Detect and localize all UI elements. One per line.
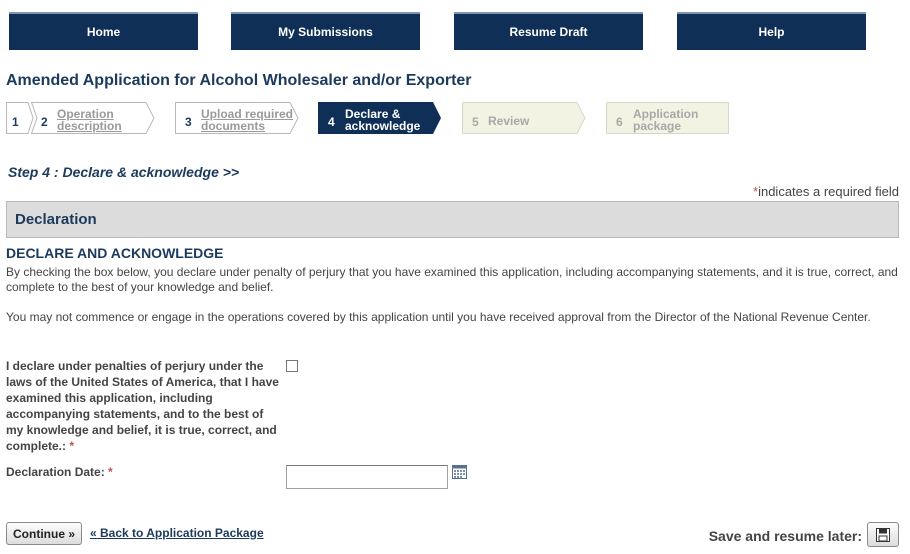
section-title: Declaration xyxy=(15,211,97,228)
wizard-step-6-label-line1: Application xyxy=(633,107,699,121)
wizard-step-3-number: 3 xyxy=(185,115,192,129)
wizard-step-6-label-line2: package xyxy=(633,119,682,133)
required-note-text: indicates a required field xyxy=(758,184,899,199)
wizard-step-6-number: 6 xyxy=(616,115,623,129)
wizard-step-1-number: 1 xyxy=(12,115,19,129)
floppy-disk-icon xyxy=(876,528,890,542)
declaration-label xyxy=(6,358,284,454)
nav-home-label: Home xyxy=(86,25,121,39)
nav-home-button[interactable] xyxy=(9,12,198,50)
save-resume-label: Save and resume later: xyxy=(708,528,862,544)
declaration-label-text: I declare under penalties of perjury under the laws of the United States of America, that I have examined this application, including accompanying statements, and to the best of my knowledge and belief, it is true, correct, and complete.: xyxy=(6,359,279,453)
wizard-steps xyxy=(6,102,736,134)
wizard-step-4-number: 4 xyxy=(328,115,335,129)
section-header xyxy=(6,201,899,238)
calendar-icon[interactable] xyxy=(452,465,467,479)
declaration-checkbox[interactable] xyxy=(286,360,298,372)
wizard-step-3-label-line1: Upload required xyxy=(201,107,294,121)
wizard-step-4-label-line1: Declare & xyxy=(345,107,401,121)
declaration-date-input[interactable] xyxy=(286,465,448,489)
page-title: Amended Application for Alcohol Wholesaler and/or Exporter xyxy=(6,72,472,89)
wizard-step-3-label-line2: documents xyxy=(201,119,266,133)
declaration-date-required-star: * xyxy=(108,465,113,479)
declaration-date-label-text: Declaration Date: xyxy=(6,465,105,479)
wizard-step-2-number: 2 xyxy=(41,115,48,129)
step-heading: Step 4 : Declare & acknowledge >> xyxy=(8,164,240,180)
save-resume-button[interactable] xyxy=(867,522,899,547)
wizard-step-5-label: Review xyxy=(488,114,530,128)
declaration-paragraph: By checking the box below, you declare under penalty of perjury that you have examined this application, including accompanying statements, and it is true, correct, and complete to the best of your knowledge and belief. xyxy=(6,265,898,294)
required-field-note xyxy=(753,184,899,199)
nav-help-label: Help xyxy=(758,25,785,39)
wizard-step-4-label-line2: acknowledge xyxy=(345,119,421,133)
declaration-date-label xyxy=(6,465,113,479)
required-star: * xyxy=(753,184,759,199)
nav-resume-draft-label: Resume Draft xyxy=(509,25,588,39)
nav-my-submissions-button[interactable] xyxy=(231,12,420,50)
wizard-step-1-shape xyxy=(6,102,34,134)
nav-my-submissions-label: My Submissions xyxy=(278,25,373,39)
nav-resume-draft-button[interactable] xyxy=(454,12,643,50)
wizard-step-2-label-line2: description xyxy=(57,119,122,133)
sub-heading: DECLARE AND ACKNOWLEDGE xyxy=(6,245,224,261)
nav-help-button[interactable] xyxy=(677,12,866,50)
approval-paragraph: You may not commence or engage in the operations covered by this application until you have received approval from the Director of the National Revenue Center. xyxy=(6,310,871,324)
wizard-step-2-label-line1: Operation xyxy=(57,107,114,121)
wizard-step-5-number: 5 xyxy=(472,115,479,129)
declaration-required-star: * xyxy=(69,439,75,453)
back-to-application-package-link[interactable]: « Back to Application Package xyxy=(90,526,264,540)
continue-button[interactable]: Continue » xyxy=(6,522,82,545)
